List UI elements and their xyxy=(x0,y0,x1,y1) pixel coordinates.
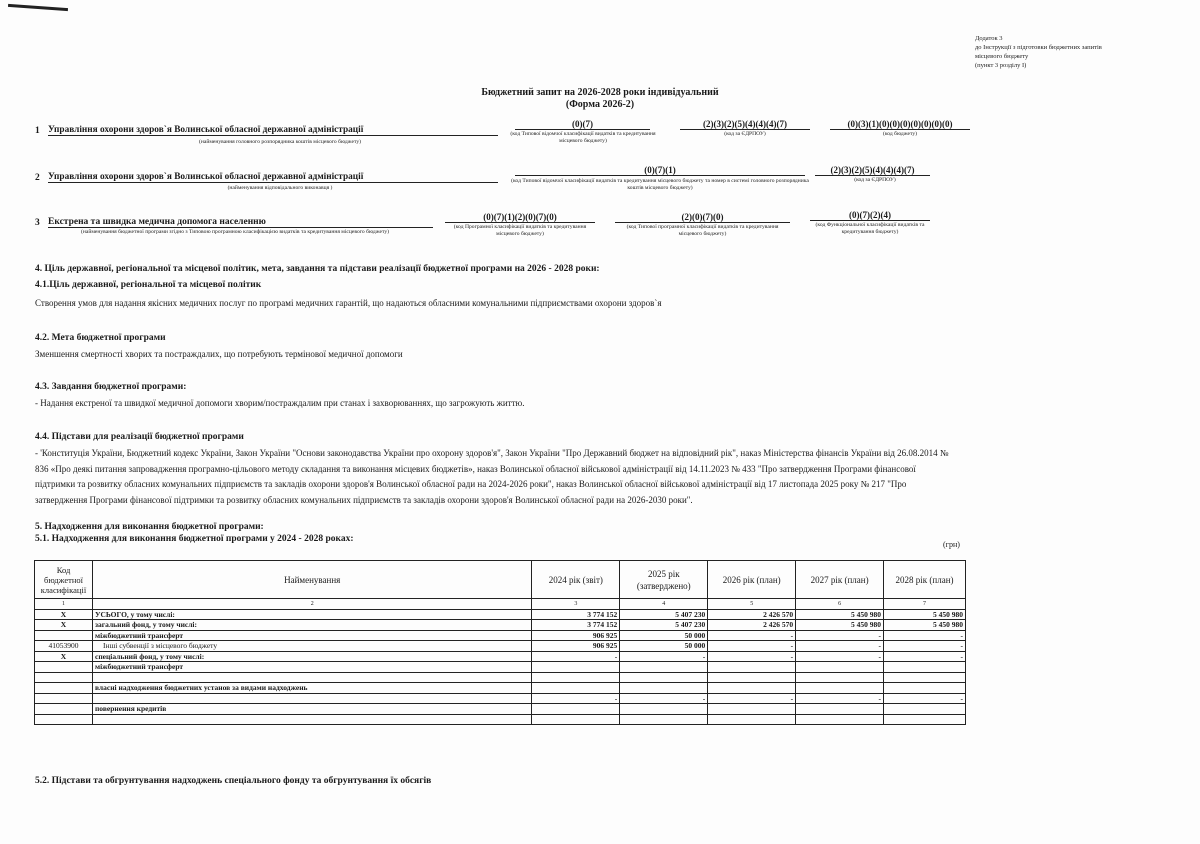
row-code xyxy=(35,630,93,641)
row-value: 2 426 570 xyxy=(708,609,796,620)
annex-line-2: до Інструкції з підготовки бюджетних запитів xyxy=(975,44,1102,51)
table-row xyxy=(35,714,966,725)
row-value: - xyxy=(708,630,796,641)
row-value xyxy=(708,672,796,683)
scan-mark xyxy=(8,4,68,11)
row-name: власні надходження бюджетних установ за видами надходжень xyxy=(92,683,531,694)
row-value xyxy=(796,714,884,725)
row-value xyxy=(884,714,966,725)
annex-line-1: Додаток 3 xyxy=(975,35,1003,42)
section-4-4-heading: 4.4. Підстави для реалізації бюджетної програми xyxy=(35,432,244,442)
table-row xyxy=(35,609,966,620)
row-code xyxy=(35,672,93,683)
table-row xyxy=(35,693,966,704)
row1-code1-caption: (код Типової відомчої класифікації видатків та кредитування місцевого бюджету) xyxy=(510,131,656,144)
row-name: Інші субвенції з місцевого бюджету xyxy=(92,641,531,652)
row-code xyxy=(35,693,93,704)
row-name: повернення кредитів xyxy=(92,704,531,715)
table-row xyxy=(35,672,966,683)
row-value xyxy=(884,683,966,694)
annex-line-3: місцевого бюджету xyxy=(975,53,1029,60)
table-row xyxy=(35,662,966,673)
row-code xyxy=(35,683,93,694)
row3-code3-caption: (код Функціональної класифікації видатків та кредитування бюджету) xyxy=(815,222,925,235)
row-value xyxy=(532,704,620,715)
row2-name-caption: (найменування відповідального виконавця ) xyxy=(227,185,333,191)
row-name: УСЬОГО, у тому числі: xyxy=(92,609,531,620)
header-name: Найменування xyxy=(92,561,531,599)
row-value xyxy=(620,683,708,694)
header-code: Код бюджетної класифікації xyxy=(35,561,93,599)
row-value: - xyxy=(620,693,708,704)
header-2026: 2026 рік (план) xyxy=(708,561,796,599)
section-4-1-heading: 4.1.Ціль державної, регіональної та місцевої політик xyxy=(35,280,262,290)
section-4-1-text: Створення умов для надання якісних медичних послуг по програмі медичних гарантій, що надаються обласними комунальними підприємствами охорони здоров`я xyxy=(35,298,662,308)
row-code: X xyxy=(35,620,93,631)
table-row xyxy=(35,641,966,652)
row2-code1-caption: (код Типової відомчої класифікації видатків та кредитування місцевого бюджету та номер в системі головного розпорядника коштів місцевого бюджету) xyxy=(511,178,809,191)
row-value xyxy=(796,662,884,673)
row-code: 41053900 xyxy=(35,641,93,652)
row-name xyxy=(92,714,531,725)
section-4-2-heading: 4.2. Мета бюджетної програми xyxy=(35,333,166,343)
row-value: - xyxy=(796,630,884,641)
row3-number: 3 xyxy=(35,218,40,228)
row-value: 5 450 980 xyxy=(796,609,884,620)
row3-code2-caption: (код Типової програмної класифікації видатків та кредитування місцевого бюджету) xyxy=(626,224,779,237)
col-number: 3 xyxy=(532,599,620,610)
row-code xyxy=(35,714,93,725)
row3-name-caption: (найменування бюджетної програми згідно з Типовою програмною класифікацією видатків та кредитування місцевого бюджету) xyxy=(81,229,389,235)
col-number: 4 xyxy=(620,599,708,610)
title-line-2: (Форма 2026-2) xyxy=(565,99,635,110)
row-value xyxy=(884,704,966,715)
row-value xyxy=(532,683,620,694)
row-name: міжбюджетний трансферт xyxy=(92,662,531,673)
row-value xyxy=(708,683,796,694)
section-5-1-heading: 5.1. Надходження для виконання бюджетної програми у 2024 - 2028 роках: xyxy=(35,534,354,544)
section-4-2-text: Зменшення смертності хворих та постраждалих, що потребують термінової медичної допомоги xyxy=(35,349,403,359)
row-value xyxy=(532,714,620,725)
page-title xyxy=(0,87,1200,111)
row-value: 5 450 980 xyxy=(884,620,966,631)
row-value xyxy=(620,714,708,725)
row-name: загальний фонд, у тому числі: xyxy=(92,620,531,631)
row-name xyxy=(92,672,531,683)
row-value: - xyxy=(884,641,966,652)
header-2028: 2028 рік (план) xyxy=(884,561,966,599)
row-value: - xyxy=(796,693,884,704)
section-5-2-heading: 5.2. Підстави та обгрунтування надходжень спеціального фонду та обгрунтування їх обсягів xyxy=(35,776,432,786)
row-value xyxy=(708,704,796,715)
col-number: 7 xyxy=(884,599,966,610)
col-number: 5 xyxy=(708,599,796,610)
table-header-row xyxy=(35,561,966,599)
row-name: міжбюджетний трансферт xyxy=(92,630,531,641)
annex-note xyxy=(975,34,1102,70)
row2-code2: (2)(3)(2)(5)(4)(4)(4)(7) xyxy=(815,165,930,176)
row-value xyxy=(620,704,708,715)
row-value xyxy=(796,683,884,694)
row2-code1: (0)(7)(1) xyxy=(515,165,805,176)
row-value: 5 450 980 xyxy=(796,620,884,631)
row-value: - xyxy=(796,651,884,662)
col-number: 2 xyxy=(92,599,531,610)
row-value xyxy=(796,704,884,715)
annex-line-4: (пункт 3 розділу I) xyxy=(975,62,1027,69)
row2-number: 2 xyxy=(35,173,40,183)
table-row xyxy=(35,651,966,662)
row-value: - xyxy=(620,651,708,662)
header-2025: 2025 рік (затверджено) xyxy=(620,561,708,599)
row-value xyxy=(796,672,884,683)
unit-label: (грн) xyxy=(943,540,960,549)
row-value xyxy=(884,672,966,683)
section-5-heading: 5. Надходження для виконання бюджетної програми: xyxy=(35,522,264,532)
row1-code3-caption: (код бюджету) xyxy=(882,131,918,137)
row-value xyxy=(884,662,966,673)
row-value: 906 925 xyxy=(532,641,620,652)
header-2024: 2024 рік (звіт) xyxy=(532,561,620,599)
row-value xyxy=(708,662,796,673)
row-value: - xyxy=(884,651,966,662)
table-row xyxy=(35,683,966,694)
row-value: - xyxy=(884,630,966,641)
row-value: 5 407 230 xyxy=(620,609,708,620)
row2-code2-caption: (код за ЄДРПОУ) xyxy=(854,177,896,183)
row-value xyxy=(708,714,796,725)
row-value: - xyxy=(532,651,620,662)
col-number: 6 xyxy=(796,599,884,610)
row1-code2: (2)(3)(2)(5)(4)(4)(4)(7) xyxy=(680,119,810,130)
row-code: X xyxy=(35,609,93,620)
row-value: 50 000 xyxy=(620,630,708,641)
row-name: спеціальний фонд, у тому числі: xyxy=(92,651,531,662)
title-line-1: Бюджетний запит на 2026-2028 роки індивідуальний xyxy=(481,87,719,98)
table-row xyxy=(35,630,966,641)
header-2027: 2027 рік (план) xyxy=(796,561,884,599)
row-value xyxy=(532,662,620,673)
row-code xyxy=(35,704,93,715)
row-value xyxy=(532,672,620,683)
row1-code1: (0)(7) xyxy=(515,119,650,130)
section-4-4-text: - 'Конституція України, Бюджетний кодекс України, Закон України "Основи законодавства України про охорону здоров'я", Закон України "Про Державний бюджет на відповідний рік", наказ Міністерства фінансів України від 26.08.2014 № 836 «Про деякі питання запровадження програмно-цільового методу складання та виконання місцевих бюджетів», наказ Волинської обласної військової адміністрації від 14.11.2023 № 433 "Про затвердження Програми фінансової підтримки та розвитку обласних комунальних підприємств та закладів охорони здоров'я Волинської обласної ради на 2024-2026 роки", наказ Волинської обласної військової адміністрації від 17 листопада 2025 року № 217 "Про затвердження Програми фінансової підтримки та розвитку обласних комунальних підприємств та закладів охорони здоров'я Волинської обласної ради на 2026-2030 роки". xyxy=(35,448,949,505)
row-value: 2 426 570 xyxy=(708,620,796,631)
column-number-row xyxy=(35,599,966,610)
row-value: 3 774 152 xyxy=(532,609,620,620)
row-value: - xyxy=(532,693,620,704)
row-value: - xyxy=(708,651,796,662)
row-value: - xyxy=(708,693,796,704)
table-row xyxy=(35,620,966,631)
section-4-heading: 4. Ціль державної, регіональної та місцевої політик, мета, завдання та підстави реалізації бюджетної програми на 2026 - 2028 роки: xyxy=(35,264,600,274)
row-value: 906 925 xyxy=(532,630,620,641)
row-value xyxy=(620,672,708,683)
row-name xyxy=(92,693,531,704)
row1-name-caption: (найменування головного розпорядника коштів місцевого бюджету) xyxy=(199,139,361,145)
revenue-table xyxy=(34,560,966,725)
row3-code2: (2)(0)(7)(0) xyxy=(615,212,790,223)
row1-code3: (0)(3)(1)(0)(0)(0)(0)(0)(0)(0) xyxy=(830,119,970,130)
row-code: X xyxy=(35,651,93,662)
row1-number: 1 xyxy=(35,126,40,136)
row3-code1-caption: (код Програмної класифікації видатків та кредитування місцевого бюджету) xyxy=(453,224,587,237)
section-4-3-heading: 4.3. Завдання бюджетної програми: xyxy=(35,382,187,392)
row-value: 3 774 152 xyxy=(532,620,620,631)
row-value: 5 407 230 xyxy=(620,620,708,631)
col-number: 1 xyxy=(35,599,93,610)
row-value: 5 450 980 xyxy=(884,609,966,620)
row1-code2-caption: (код за ЄДРПОУ) xyxy=(724,131,766,137)
row2-name: Управління охорони здоров`я Волинської обласної державної адміністрації xyxy=(48,172,498,183)
table-row xyxy=(35,704,966,715)
row1-name: Управління охорони здоров`я Волинської обласної державної адміністрації xyxy=(48,125,498,136)
row-value: - xyxy=(796,641,884,652)
row-value: - xyxy=(708,641,796,652)
row3-code1: (0)(7)(1)(2)(0)(7)(0) xyxy=(445,212,595,223)
section-4-3-text: - Надання екстреної та швидкої медичної допомоги хворим/постраждалим при станах і захворюваннях, що загрожують життю. xyxy=(35,398,525,408)
row-value: 50 000 xyxy=(620,641,708,652)
row-value xyxy=(620,662,708,673)
row-value: - xyxy=(884,693,966,704)
row3-name: Екстрена та швидка медична допомога населенню xyxy=(48,217,433,228)
row-code xyxy=(35,662,93,673)
row3-code3: (0)(7)(2)(4) xyxy=(810,210,930,221)
